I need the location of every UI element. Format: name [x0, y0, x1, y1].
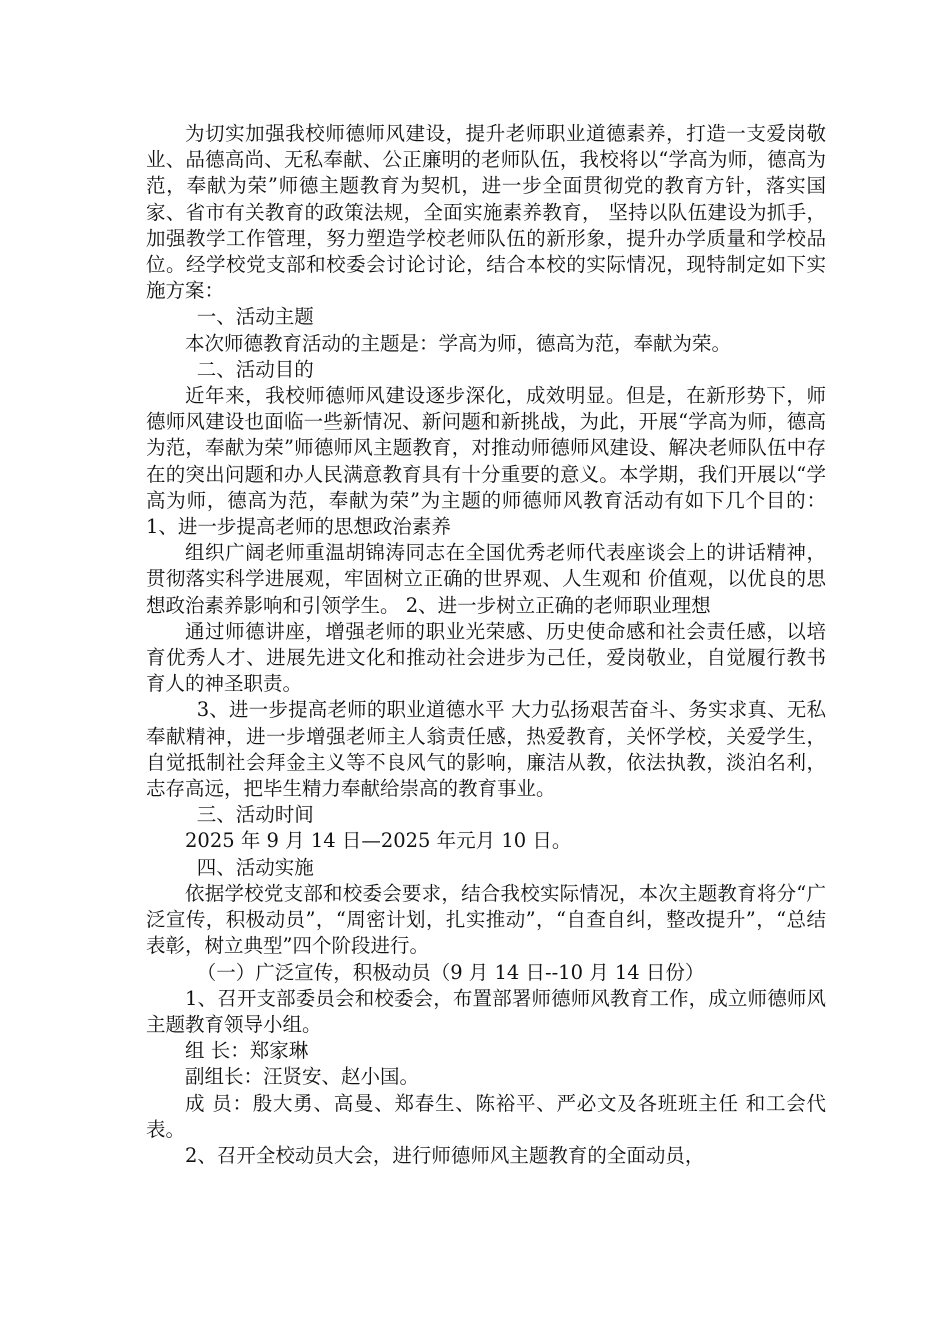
phase-heading: （一）广泛宣传，积极动员（9 月 14 日--10 月 14 日份） [196, 960, 705, 984]
section-heading-theme: 一、活动主题 [196, 305, 314, 329]
implementation-paragraph: 依据学校党支部和校委会要求，结合我校实际情况，本次主题教育将分“广泛宣传，积极动员”，“周密计划，扎实推动”，“自查自纠，整改提升”，“总结表彰，树立典型”四个阶段进行。 [146, 881, 826, 958]
section-heading-time: 三、活动时间 [196, 803, 314, 827]
team-members-line: 成 员：殷大勇、高曼、郑春生、陈裕平、严必文及各班班主任 和工会代表。 [146, 1091, 826, 1141]
implementation-paragraph: 2、召开全校动员大会，进行师德师风主题教育的全面动员， [185, 1143, 705, 1167]
team-deputy-line: 副组长：汪贤安、赵小国。 [185, 1065, 420, 1089]
purpose-paragraph: 近年来，我校师德师风建设逐步深化，成效明显。但是，在新形势下，师德师风建设也面临一些新情况、新问题和新挑战，为此，开展“学高为师，德高为范，奉献为荣”师德师风主题教育，对推动师德师风建设、解决老师队伍中存在的突出问题和办人民满意教育具有十分重要的意义。本学期，我们开展以“学高为师，德高为范，奉献为荣”为主题的师德师风教育活动有如下几个目的： 1、进一步提高老师的思想政治素养 [146, 384, 826, 539]
document-body [146, 121, 826, 1169]
time-paragraph: 2025 年 9 月 14 日—2025 年元月 10 日。 [185, 829, 572, 853]
purpose-paragraph: 组织广阔老师重温胡锦涛同志在全国优秀老师代表座谈会上的讲话精神，贯彻落实科学进展观，牢固树立正确的世界观、人生观和 价值观，以优良的思想政治素养影响和引领学生。 2、进一步树立正确的老师职业理想 [146, 541, 826, 617]
section-heading-purpose: 二、活动目的 [196, 357, 314, 381]
section-heading-implementation: 四、活动实施 [196, 855, 314, 879]
theme-paragraph: 本次师德教育活动的主题是：学高为师，德高为范，奉献为荣。 [185, 331, 732, 355]
implementation-paragraph: 1、召开支部委员会和校委会，布置部署师德师风教育工作，成立师德师风主题教育领导小组。 [146, 986, 826, 1036]
intro-paragraph: 为切实加强我校师德师风建设，提升老师职业道德素养，打造一支爱岗敬业、品德高尚、无私奉献、公正廉明的老师队伍，我校将以“学高为师，德高为范，奉献为荣”师德主题教育为契机，进一步全面贯彻党的教育方针，落实国家、省市有关教育的政策法规，全面实施素养教育， 坚持以队伍建设为抓手，加强教学工作管理，努力塑造学校老师队伍的新形象，提升办学质量和学校品位。经学校党支部和校委会讨论讨论，结合本校的实际情况，现特制定如下实施方案： [146, 122, 826, 303]
purpose-paragraph: 3、进一步提高老师的职业道德水平 大力弘扬艰苦奋斗、务实求真、无私奉献精神，进一步增强老师主人翁责任感，热爱教育，关怀学校，关爱学生，自觉抵制社会拜金主义等不良风气的影响，廉洁从教，依法执教，淡泊名利，志存高远，把毕生精力奉献给崇高的教育事业。 [146, 698, 826, 801]
team-leader-line: 组 长：郑家琳 [185, 1039, 309, 1063]
purpose-paragraph: 通过师德讲座，增强老师的职业光荣感、历史使命感和社会责任感，以培育优秀人才、进展先进文化和推动社会进步为己任，爱岗敬业，自觉履行教书育人的神圣职责。 [146, 619, 826, 696]
